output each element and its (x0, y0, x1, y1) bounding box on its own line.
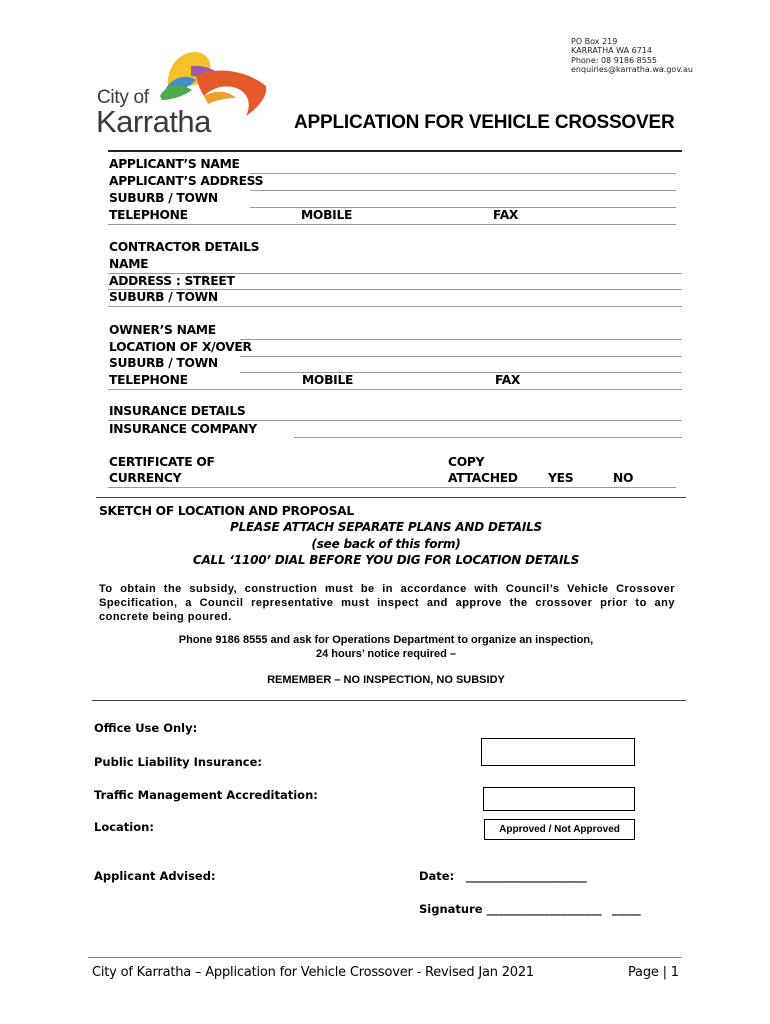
applicant-telephone-label: TELEPHONE (109, 208, 188, 222)
sketch-instruction-2: (see back of this form) (311, 537, 461, 551)
address-line: PO Box 219 (571, 37, 618, 46)
page-title: APPLICATION FOR VEHICLE CROSSOVER (294, 112, 675, 133)
owner-fax-label: FAX (495, 373, 521, 387)
sketch-heading: SKETCH OF LOCATION AND PROPOSAL (99, 504, 354, 518)
location-label: Location: (94, 820, 154, 834)
phone-instruction-2: 24 hours’ notice required – (316, 648, 456, 660)
contractor-address-label: ADDRESS : STREET (109, 274, 235, 288)
owner-name-label: OWNER’S NAME (109, 323, 216, 337)
page-number: Page | 1 (628, 965, 679, 980)
owner-telephone-label: TELEPHONE (109, 373, 188, 387)
owner-phone-field[interactable] (108, 389, 682, 390)
section-divider (96, 497, 686, 498)
contractor-name-label: NAME (109, 257, 149, 271)
subsidy-paragraph: To obtain the subsidy, construction must be in accordance with Council’s Vehicle Crossover Specification, a Council representative must inspect and approve the crossover prior to any concrete being poured. (99, 583, 675, 623)
public-liability-box[interactable] (481, 738, 635, 766)
applicant-suburb-label: SUBURB / TOWN (109, 191, 218, 205)
applicant-mobile-label: MOBILE (301, 208, 353, 222)
logo-city-of: City of (97, 87, 149, 108)
logo-karratha: Karratha (96, 104, 211, 139)
sketch-instruction-3: CALL ‘1100’ DIAL BEFORE YOU DIG FOR LOCATION DETAILS (192, 553, 580, 567)
contractor-suburb-label: SUBURB / TOWN (109, 290, 218, 304)
footer-document-title: City of Karratha – Application for Vehicle Crossover - Revised Jan 2021 (92, 965, 534, 980)
council-address (571, 37, 693, 74)
applicant-name-label: APPLICANT’S NAME (109, 157, 240, 171)
date-label: Date: (419, 869, 455, 883)
address-line: KARRATHA WA 6714 (571, 46, 652, 56)
insurance-company-label: INSURANCE COMPANY (109, 422, 257, 436)
insurance-company-field[interactable] (294, 437, 682, 438)
phone-instruction-1: Phone 9186 8555 and ask for Operations Department to organize an inspection, (178, 634, 594, 646)
certificate-label-line1: CERTIFICATE OF (109, 455, 215, 469)
title-divider (108, 150, 682, 152)
address-line: Phone: 08 9186 8555 (571, 55, 658, 65)
sketch-instruction-1: PLEASE ATTACH SEPARATE PLANS AND DETAILS (229, 520, 543, 534)
remember-notice: REMEMBER – NO INSPECTION, NO SUBSIDY (267, 674, 505, 686)
signature-label[interactable]: Signature ____________________ (419, 902, 602, 916)
certificate-field[interactable] (108, 487, 676, 488)
contractor-suburb-field[interactable] (108, 306, 682, 307)
owner-name-field[interactable] (240, 339, 682, 340)
applicant-address-field[interactable] (250, 190, 676, 191)
applicant-advised-label: Applicant Advised: (94, 869, 216, 883)
office-divider (92, 700, 686, 701)
certificate-label-line2: CURRENCY (109, 471, 182, 485)
office-use-heading: Office Use Only: (94, 721, 198, 735)
applicant-fax-label: FAX (493, 208, 519, 222)
no-option[interactable]: NO (613, 471, 634, 485)
approval-box[interactable]: Approved / Not Approved (484, 819, 635, 840)
applicant-phone-field[interactable] (108, 224, 676, 225)
signature-field-tail[interactable]: _____ (612, 902, 641, 916)
owner-location-field[interactable] (240, 356, 682, 357)
date-field[interactable]: _____________________ (466, 869, 587, 883)
copy-label-line1: COPY (448, 455, 485, 469)
insurance-details-field[interactable] (108, 420, 682, 421)
contractor-heading: CONTRACTOR DETAILS (109, 240, 260, 254)
owner-location-label: LOCATION OF X/OVER (109, 340, 252, 354)
footer-divider (88, 957, 682, 958)
applicant-name-field[interactable] (250, 173, 676, 174)
public-liability-label: Public Liability Insurance: (94, 755, 262, 769)
address-line: enquiries@karratha.wa.gov.au (571, 64, 693, 74)
traffic-management-label: Traffic Management Accreditation: (94, 788, 318, 802)
traffic-management-box[interactable] (483, 787, 635, 811)
owner-suburb-label: SUBURB / TOWN (109, 356, 218, 370)
insurance-details-label: INSURANCE DETAILS (109, 404, 246, 418)
applicant-address-label: APPLICANT’S ADDRESS (109, 174, 264, 188)
yes-option[interactable]: YES (548, 471, 574, 485)
copy-label-line2: ATTACHED (448, 471, 518, 485)
owner-mobile-label: MOBILE (302, 373, 354, 387)
